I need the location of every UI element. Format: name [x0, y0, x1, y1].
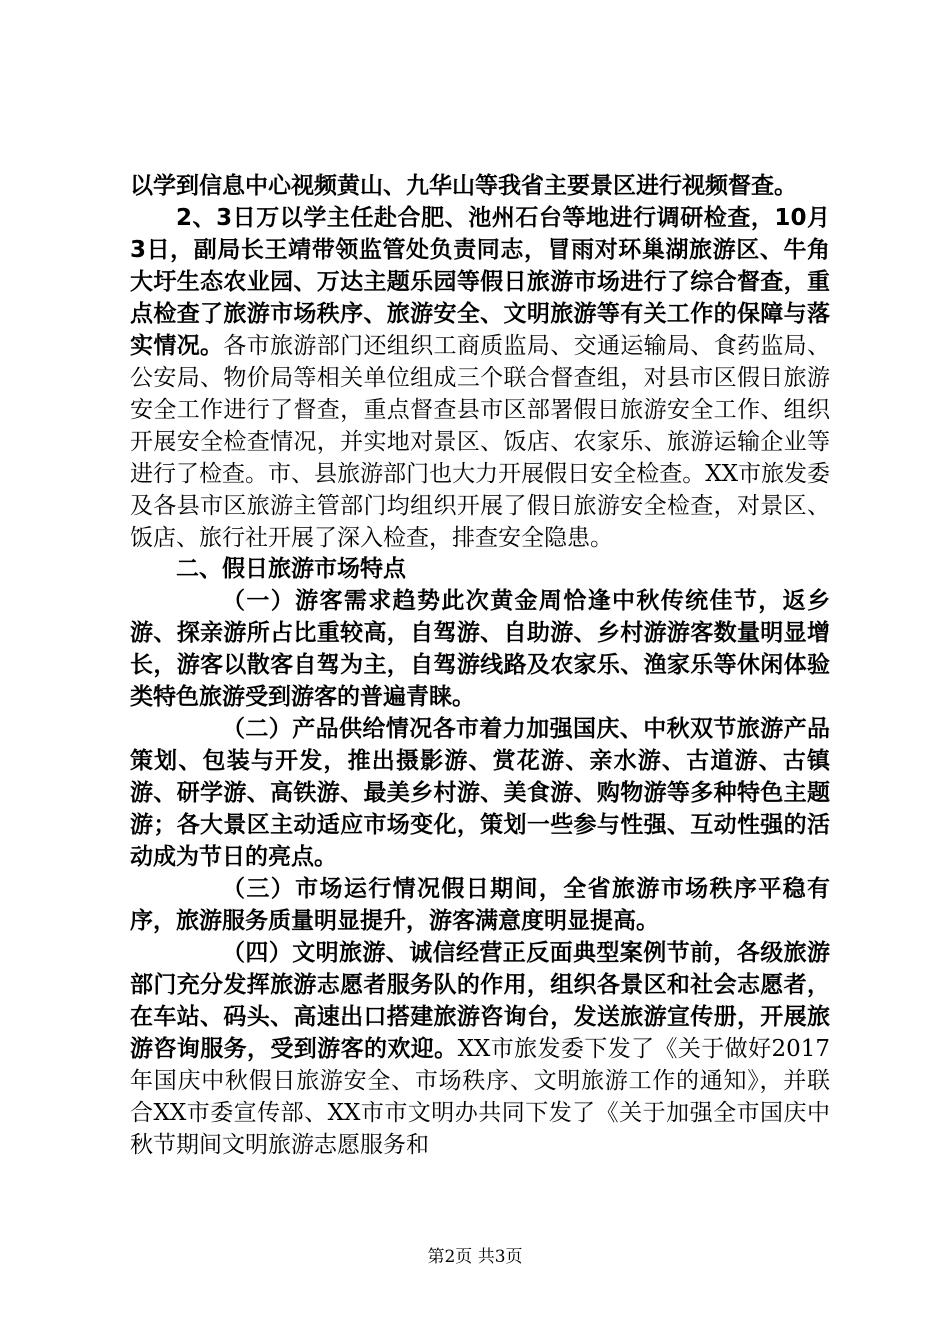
paragraph-video-inspection [130, 170, 830, 202]
paragraph-civilized-tourism [130, 937, 830, 1161]
paragraph-text-regular: XX市旅发委下发了《关于做好2017年国庆中秋假日旅游安全、市场秩序、文明旅游工作的通知》，并联合XX市委宣传部、XX市市文明办共同下发了《关于加强全市国庆中秋节期间文明旅游志愿服务和 [130, 1036, 831, 1158]
paragraph-demand-trend [130, 585, 830, 713]
paragraph-text-bold: 2、3日万以学主任赴合肥、池州石台等地进行调研检查，10月3日，副局长王靖带领监管处负责同志，冒雨对环巢湖旅游区、牛角大圩生态农业园、万达主题乐园等假日旅游市场进行了综合督查，重点检查了旅游市场秩序、旅游安全、文明旅游等有关工作的保障与落实情况。 [130, 205, 830, 359]
paragraph-inspection-details [130, 202, 830, 554]
paragraph-text-bold: （四）文明旅游、诚信经营正反面典型案例节前，各级旅游部门充分发挥旅游志愿者服务队的作用，组织各景区和社会志愿者，在车站、码头、高速出口搭建旅游咨询台，发送旅游宣传册，开展旅游咨询服务，受到游客的欢迎。 [130, 940, 830, 1062]
paragraph-text: 以学到信息中心视频黄山、九华山等我省主要景区进行视频督查。 [130, 173, 797, 199]
document-body [130, 170, 830, 1161]
paragraph-product-supply [130, 713, 830, 873]
section-heading-market-features: 二、假日旅游市场特点 [176, 556, 406, 582]
page-footer: 第2页 共3页 [427, 1247, 523, 1267]
paragraph-text-regular: 各市旅游部门还组织工商质监局、交通运输局、食药监局、公安局、物价局等相关单位组成三个联合督查组，对县市区假日旅游安全工作进行了督查，重点督查县市区部署假日旅游安全工作、组织开展安全检查情况，并实地对景区、饭店、农家乐、旅游运输企业等进行了检查。市、县旅游部门也大力开展假日安全检查。XX市旅发委及各县市区旅游主管部门均组织开展了假日旅游安全检查，对景区、饭店、旅行社开展了深入检查，排查安全隐患。 [130, 333, 831, 551]
paragraph-market-operation [130, 873, 830, 937]
paragraph-text: （三）市场运行情况假日期间，全省旅游市场秩序平稳有序，旅游服务质量明显提升，游客满意度明显提高。 [130, 876, 830, 934]
paragraph-text: （二）产品供给情况各市着力加强国庆、中秋双节旅游产品策划、包装与开发，推出摄影游、赏花游、亲水游、古道游、古镇游、研学游、高铁游、最美乡村游、美食游、购物游等多种特色主题游；各大景区主动适应市场变化，策划一些参与性强、互动性强的活动成为节日的亮点。 [130, 716, 830, 870]
paragraph-text: （一）游客需求趋势此次黄金周恰逢中秋传统佳节，返乡游、探亲游所占比重较高，自驾游、自助游、乡村游游客数量明显增长，游客以散客自驾为主，自驾游线路及农家乐、渔家乐等休闲体验类特色旅游受到游客的普遍青睐。 [130, 588, 830, 710]
